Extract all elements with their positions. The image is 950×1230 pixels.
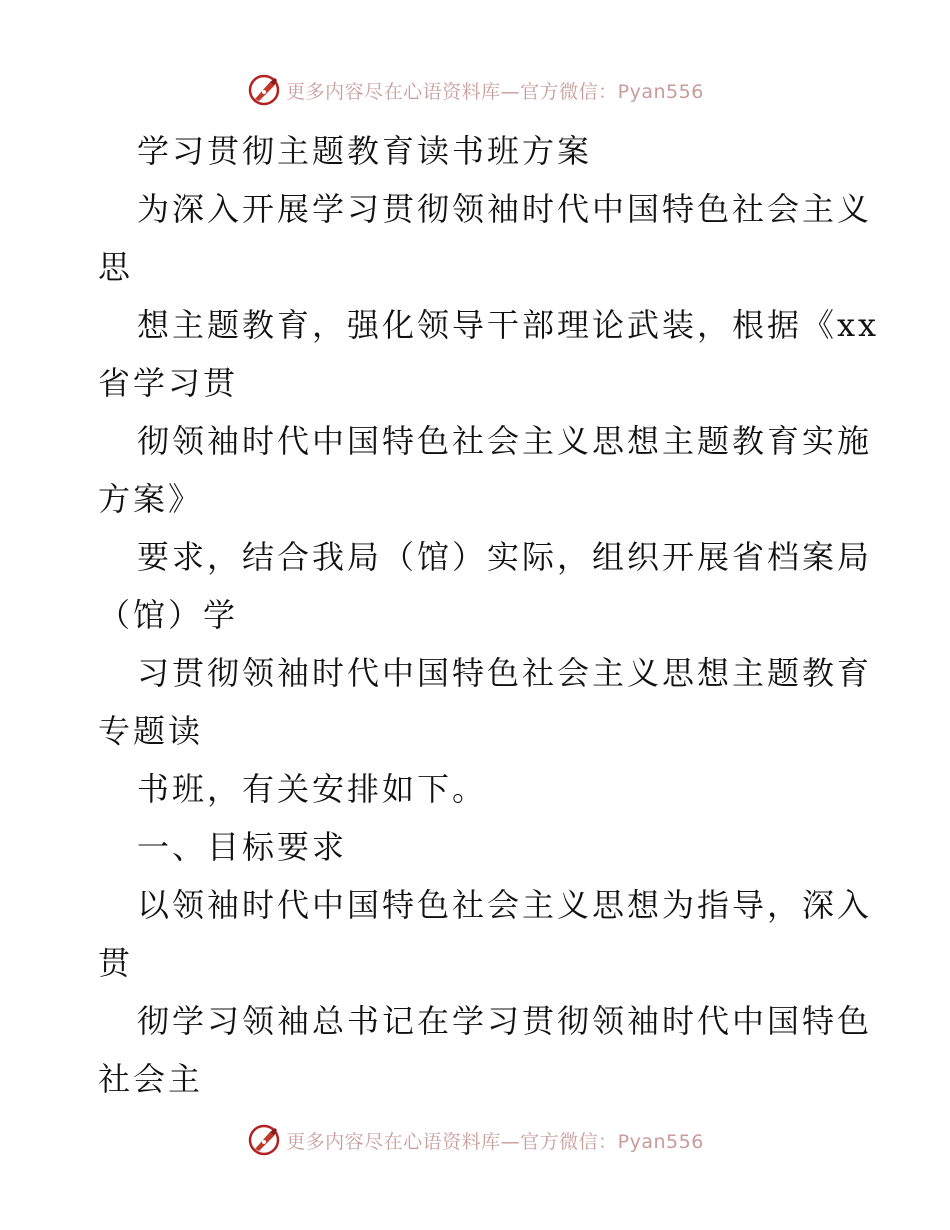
document-line: 贯 [98,944,134,982]
document-line: （馆）学 [98,596,239,634]
document-line: 专题读 [98,712,204,750]
document-line: 社会主 [98,1060,204,1098]
watermark-text: 更多内容尽在心语资料库—官方微信：Pyan556 [286,80,704,103]
document-line: 思 [98,248,134,286]
document-line: 方案》 [98,480,204,518]
document-line: 习贯彻领袖时代中国特色社会主义思想主题教育 [137,654,873,692]
document-line: 要求，结合我局（馆）实际，组织开展省档案局 [137,538,873,576]
document-line: 为深入开展学习贯彻领袖时代中国特色社会主义 [137,190,873,228]
document-line: 彻领袖时代中国特色社会主义思想主题教育实施 [137,422,873,460]
document-body [0,122,950,1108]
header-watermark [0,70,950,110]
document-line: 想主题教育，强化领导干部理论武装，根据《xx [137,306,880,344]
document-line: 一、目标要求 [137,828,348,866]
watermark-text: 更多内容尽在心语资料库—官方微信：Pyan556 [286,1130,704,1153]
document-line: 以领袖时代中国特色社会主义思想为指导，深入 [137,886,873,924]
pen-nib-circle-icon [246,1122,282,1158]
document-line: 彻学习领袖总书记在学习贯彻领袖时代中国特色 [137,1002,873,1040]
document-line: 省学习贯 [98,364,239,402]
document-line: 学习贯彻主题教育读书班方案 [137,132,593,170]
document-line: 书班，有关安排如下。 [137,770,488,808]
footer-watermark [0,1120,950,1160]
pen-nib-circle-icon [246,72,282,108]
